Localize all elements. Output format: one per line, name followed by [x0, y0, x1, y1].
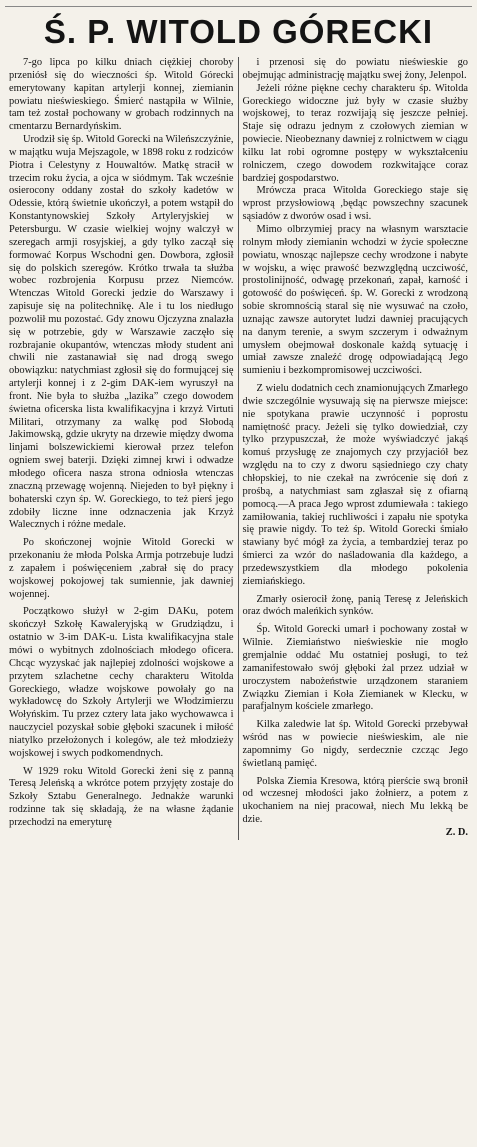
- page-title: Ś. P. WITOLD GÓRECKI: [43, 13, 434, 50]
- paragraph: i przenosi się do powiatu nieświeskie go obejmując administrację majątku swej żony, Jelenpol.: [242, 57, 468, 81]
- paragraph: W 1929 roku Witold Gorecki żeni się z panną Teresą Jeleńską a wkrótce potem przyjęty zostaje do Szkoły Sztabu Generalnego. Jednakże warunki rodzinne tak się składają, że na własne żądanie przechodzi na emeryturę: [9, 765, 234, 828]
- paragraph: Śp. Witold Gorecki umarł i pochowany został w Wilnie. Ziemiaństwo nieświeskie nie mogło gremjalnie oddać Mu ostatniej posługi, to też zamanifestowało swój głęboki żal przez udział w uroczystem nabożeństwie urządzonem staraniem Związku Ziemian i Koła Ziemianek w Klecku, w parafjalnym kościele zmarłego.: [242, 624, 468, 713]
- signature: Z. D.: [445, 826, 468, 838]
- paragraph: Zmarły osierocił żonę, panią Teresę z Jeleńskich oraz dwóch maleńkich synków.: [242, 593, 468, 618]
- top-rule: [5, 0, 472, 7]
- paragraph: Mimo olbrzymiej pracy na własnym warsztacie rolnym młody ziemianin wchodzi w życie społeczne powiatu, wnosząc najlepsze cechy wrodzone i nabyte w wojsku, a więc prawość bezwzględną uczciwość, prostolinijność, odwagę przekonań, zapał, karność i gotowość do poświęceń. śp. W. Gorecki z wrodzoną sobie skromnością staral się nie wysuwać na czoło, uznając zawsze autorytet ludzi dawniej pracujących na danym terenie, a swym szczerym i odważnym umysłem obejmował doskonale każdą sytuację i umiał zawsze znaleźć drogę odpowiadającą Jego sumieniu i bezkompromisowej uczciwości.: [242, 223, 468, 377]
- paragraph: Z wielu dodatnich cech znamionujących Zmarłego dwie szczególnie wysuwają się na pierwsze miejsce: nie spotykana prawie uczynność i poprostu namiętność pracy. Jeżeli się tylko dowiedział, czy tylko przypuszczał, że może wyświadczyć jakąś komuś przysługę ze znajomych czy przyjaciół bez względu na to czy z dworu sąsiedniego czy chaty chłopskiej, to nie czekał na zwrócenie się doń z prośbą, a natychmiast sam zgłaszał się z ofiarną pomocą.—A praca Jego wprost zdumiewała : takiego zamiłowania, takiej ruchliwości i zapału nie spotyka się prawie nigdy. To też śp. Witold Gorecki śmiało stawiany być mógł za życia, a tembardziej teraz po śmierci za wzór do naśladowania dla każdego, a przedewszystkiem dla młodego pokolenia ziemiańskiego.: [242, 383, 468, 587]
- column-left: [5, 57, 239, 840]
- paragraph: Urodził się śp. Witold Gorecki na Wileńszczyźnie, w majątku wuja Mejszagole, w 1898 roku z rodziców Piotra i Celestyny z Houwaltów. Matkę stracił w trzecim roku życia, a ojca w siódmym. Tak wcześnie osierocony oddany został do szkoły kadetów w Odessie, którą świetnie ukończył, a potem wstąpił do Konstantynowskiej Szkoły Artyleryjskiej w Petersburgu. W czasie wielkiej wojny walczył w szeregach armji rosyjskiej, a gdy tylko zaczął się formować Korpus Wschodni gen. Dowbora, zgłosił się do polskich szeregów. Krótko trwała ta służba wobec rozbrojenia Korpusu przez Niemców. Wtenczas Witold Gorecki jedzie do Warszawy i zapisuje się na politechnikę. Ale i tu los niedługo pozwolił mu pozostać. Gdy znowu Ojczyzna znalazła się w potrzebie, gdy w Warszawie zaczęło się rozbrajanie okupantów, wtenczas młody student ani chwili nie zastanawiał się nad drogą swego obowiązku: natychmiast zgłosił się do formującej się artylerji konnej i z 2-gim DAK-iem wyruszył na front. Nie była to służba „lazika” czego dowodem świetna oficerska lista kwalifikacyjna i krzyż Virtuti Militari, otrzymany za walkę pod Słobodą Jakimowską, gdzie ukryty na drzewie między dwoma linjami bolszewickiemi kierował przez telefon ogniem swej baterji. Dzięki zimnej krwi i odwadze młodego oficera nasza strona odniosła wtenczas znaczną przewagę wojenną. Niejeden to był piękny i bohaterski czyn śp. W. Goreckiego, to też pierś jego zdobiły liczne inne odznaczenia jak Krzyż Walecznych i różne medale.: [9, 134, 234, 531]
- article-body: [5, 57, 472, 840]
- column-right: [239, 57, 473, 840]
- paragraph: Jeżeli różne piękne cechy charakteru śp. Witolda Goreckiego widoczne już były w czasie służby wojskowej, to teraz rozwijają się jeszcze pełniej. Staje się odrazu jednym z czołowych ziemian w powiecie. Nieobeznany dawniej z rolnictwem w ciągu kilku lat robi ogromne postępy w wykształceniu rolniczem, czego dowodem rozkwitające coraz bardziej gospodarstwo.: [242, 82, 468, 184]
- paragraph: Kilka zaledwie lat śp. Witold Gorecki przebywał wśród nas w powiecie nieświeskim, ale nie zapomnimy Go nigdy, serdecznie czcząc Jego świetlaną pamięć.: [242, 719, 468, 769]
- paragraph: 7-go lipca po kilku dniach ciężkiej choroby przeniósł się do wieczności śp. Witold Górecki emerytowany kapitan artylerji konnej, ziemianin powiatu nieświeskiego. Śmierć nastąpiła w Wilnie, tam też został pochowany w grobach rodzinnych na cmentarzu Bernardyńskim.: [9, 57, 234, 133]
- paragraph: Początkowo służył w 2-gim DAKu, potem skończył Szkołę Kawaleryjską w Grudziądzu, i ostatnio w 3-im DAK-u. Lista kwalifikacyjna stale mówi o wybitnych zdolnościach młodego oficera. Chcąc wyzyskać jak najlepiej zdolności wojskowe a przytem szlachetne cechy charakteru Witolda Goreckiego, władze wojskowe powołały go na wykładowcę do Szkoły Artylerji we Włodzimierzu Wołyńskim. Tu przez cztery lata jako wychowawca i nauczyciel pozyskał sobie głęboki szacunek i miłość niatylko przełożonych i kolegów, ale też młodzieży wojskowej i swych podkomendnych.: [9, 606, 234, 759]
- paragraph: Polska Ziemia Kresowa, którą pierście swą bronił od wczesnej młodości jako żołnierz, a potem z ukochaniem na niej pracował, niech Mu lekką be dzie.: [242, 775, 468, 826]
- paragraph: Po skończonej wojnie Witold Gorecki w przekonaniu że młoda Polska Armja potrzebuje ludzi z zapałem i poświęceniem ,zabrał się do pracy wojskowej pokojowej tak sumiennie, jak dawniej wojennej.: [9, 537, 234, 600]
- paragraph: Mrówcza praca Witolda Goreckiego staje się wprost przysłowiową ,będąc powszechny szacunek sąsiadów z dworów osad i wsi.: [242, 185, 468, 223]
